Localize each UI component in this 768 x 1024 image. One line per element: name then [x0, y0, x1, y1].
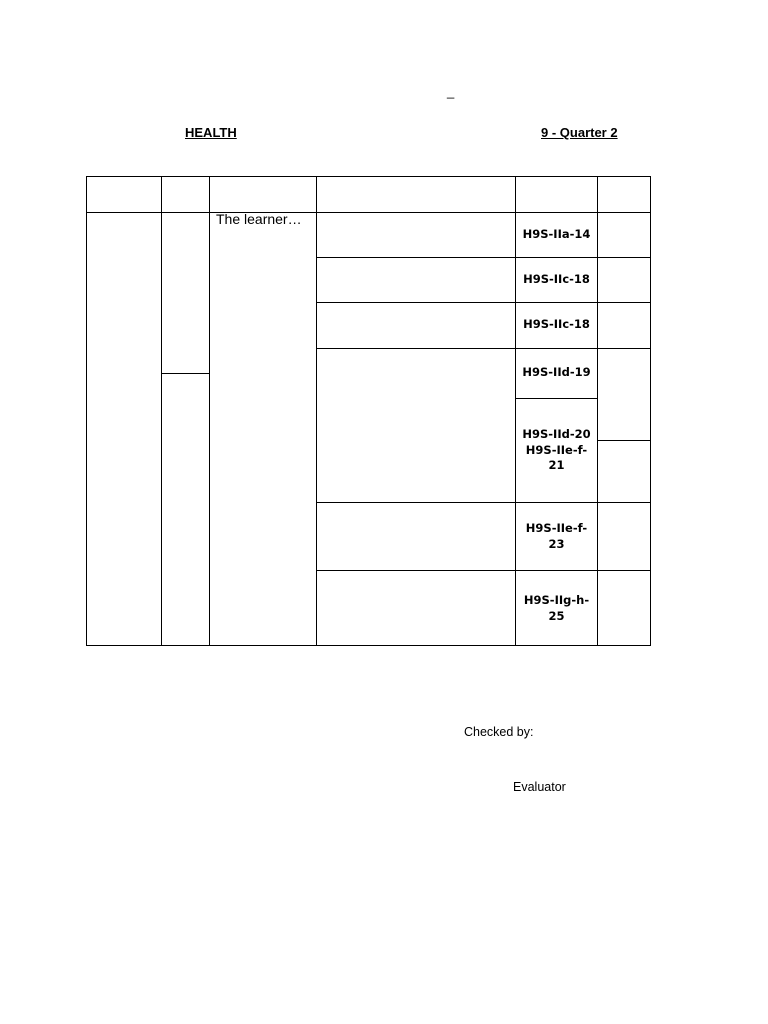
code-line: H9S-IIe-f- — [525, 442, 588, 457]
column-divider — [161, 176, 162, 646]
column-divider — [209, 176, 210, 646]
code-cell — [515, 227, 598, 243]
header-mark: _ — [447, 84, 455, 99]
code-cell — [515, 272, 598, 288]
code-line: H9S-IIc-18 — [523, 272, 590, 286]
checked-by-label: Checked by: — [464, 725, 534, 739]
code-line: 25 — [548, 608, 565, 623]
code-line: H9S-IIe-f- — [525, 521, 588, 535]
row-divider — [316, 302, 651, 303]
code-line: 21 — [548, 458, 565, 472]
table-border-bottom — [86, 645, 651, 646]
row-divider — [316, 502, 651, 503]
code-cell — [515, 365, 598, 381]
code-line: H9S-IIc-18 — [523, 317, 590, 331]
code-cell — [515, 593, 598, 624]
row-divider — [316, 348, 651, 349]
table-border-right — [650, 176, 651, 646]
row-divider — [515, 398, 597, 399]
column-divider — [597, 176, 598, 646]
evaluator-label: Evaluator — [513, 780, 566, 794]
code-line: H9S-IId-20 — [522, 427, 591, 441]
table-border-top — [86, 176, 651, 177]
code-line: H9S-IIa-14 — [522, 227, 591, 241]
column-divider — [515, 176, 516, 646]
grade-quarter-title: 9 - Quarter 2 — [541, 125, 618, 140]
code-cell — [515, 427, 598, 474]
code-line: H9S-IIg-h- — [523, 593, 590, 607]
column-divider — [316, 176, 317, 646]
code-line: H9S-IId-19 — [522, 365, 591, 379]
code-cell — [515, 317, 598, 333]
row-divider — [316, 570, 651, 571]
row-divider — [161, 373, 209, 374]
subject-title: HEALTH — [185, 125, 237, 140]
learner-intro: The learner… — [216, 211, 302, 227]
code-cell — [515, 521, 598, 552]
code-line: 23 — [548, 536, 565, 551]
table-border-left — [86, 176, 87, 646]
row-divider — [316, 257, 651, 258]
row-divider — [597, 440, 651, 441]
header-row-divider — [86, 212, 651, 213]
